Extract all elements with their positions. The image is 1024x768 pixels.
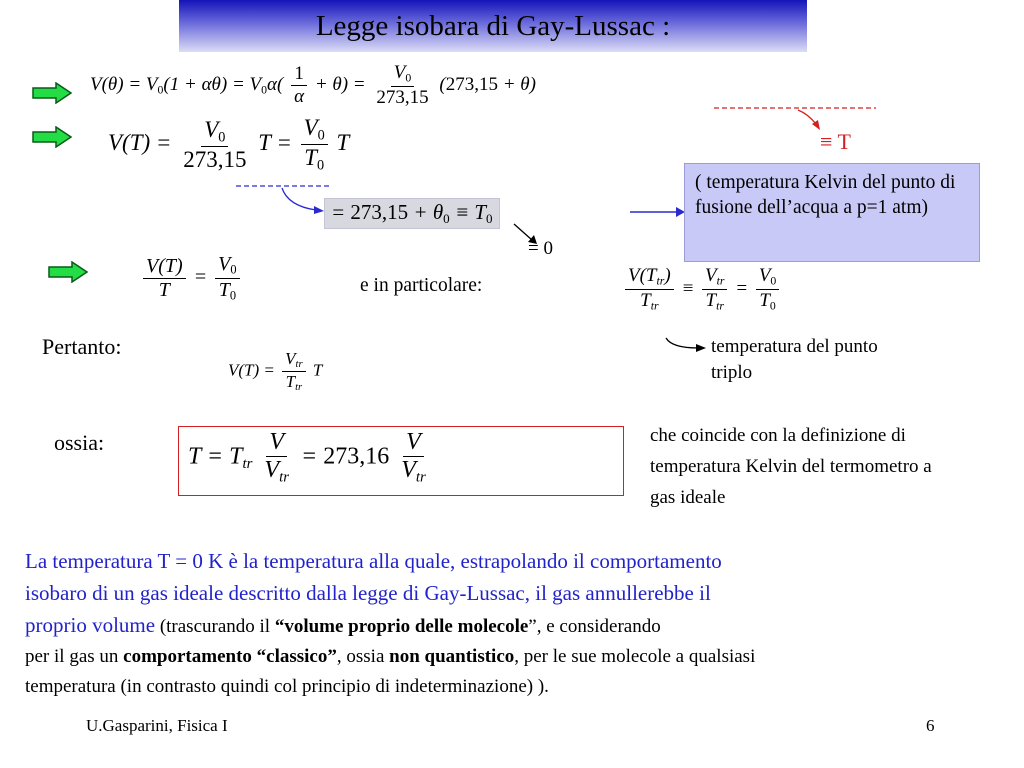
curved-arrow-icon: [708, 100, 888, 136]
paragraph-line-2: isobaro di un gas ideale descritto dalla legge di Gay-Lussac, il gas annullerebbe il: [25, 581, 711, 605]
equation-volume-triple: V(T) = $\frac{V_{tr}}{T_{tr}}$ T: [228, 349, 323, 394]
equation-volume-celsius: $V(\theta) = V_0(1 + \alpha\theta) = V_0\alpha$( $\frac{1}{\alpha}$ + θ) = $\frac{V_0}{273,15}$ (273,15 + θ): [90, 62, 536, 108]
paragraph-line-4-b: , ossia: [336, 646, 390, 667]
eq1-one: 1: [291, 64, 307, 86]
paragraph-line-4-bold1: comportamento “classico”: [123, 646, 337, 667]
kelvin-note-text: ( temperatura Kelvin del punto di fusione dell’acqua a p=1 atm): [695, 172, 956, 218]
equiv-T-label: ≡ T: [820, 129, 851, 154]
green-block-arrow-icon: [32, 126, 72, 148]
eq1-denominator: 273,15: [376, 86, 429, 108]
eq2-denominator: 273,15: [183, 146, 247, 172]
triple-point-note: temperatura del punto triplo: [711, 336, 878, 383]
t0-definition-box: = $273,15 + \theta_0 \equiv T_0$: [324, 198, 500, 229]
equation-kelvin-definition: $T = T_{tr}$ $\frac{V}{V_{tr}}$ = 273,16 $\frac{V}{V_{tr}}$: [188, 429, 426, 486]
paragraph-line-3-blue: proprio volume: [25, 613, 156, 637]
paragraph-line-3: [25, 610, 661, 641]
ossia-label: ossia:: [54, 430, 105, 455]
paragraph-line-1: La temperatura T = 0 K è la temperatura alla quale, estrapolando il comportamento: [25, 549, 722, 573]
equation-ratio: $\frac{V(T)}{T}$ = $\frac{V_0}{T_0}$: [140, 254, 243, 302]
paragraph-line-4: [25, 646, 755, 668]
coincide-note: che coincide con la definizione di temperatura Kelvin del termometro a gas ideale: [650, 425, 932, 508]
eq1-constant: 273,15: [445, 73, 498, 95]
paragraph-line-4-c: , per le sue molecole a qualsiasi: [514, 646, 756, 667]
paragraph-line-4-bold2: non quantistico: [389, 646, 515, 667]
slide-title-text: Legge isobara di Gay-Lussac :: [315, 9, 671, 42]
slide-title: [179, 0, 807, 52]
curved-arrow-icon: [664, 334, 708, 356]
green-block-arrow-icon: [32, 82, 72, 104]
green-block-arrow-icon: [48, 261, 88, 283]
equation-volume-kelvin: V(T) = $\frac{V_0}{273,15}$ T = $\frac{V_0}{T_0}$ T: [108, 115, 350, 174]
in-particolare-label: e in particolare:: [360, 275, 483, 296]
straight-arrow-icon: [628, 204, 686, 220]
equals-zero-label: = 0: [528, 238, 553, 259]
paragraph-line-3-text-b: ”, e considerando: [528, 616, 661, 637]
eq6-constant: 273,16: [323, 443, 390, 470]
page-number: 6: [926, 716, 935, 735]
paragraph-line-3-bold: “volume proprio delle molecole: [274, 616, 529, 637]
kelvin-note-box: [684, 163, 980, 262]
equation-triple-point: $\frac{V(T_{tr})}{T_{tr}}$ ≡ $\frac{V_{tr}}{T_{tr}}$ = $\frac{V_0}{T_0}$: [622, 266, 782, 313]
paragraph-line-5: temperatura (in contrasto quindi col principio di indeterminazione) ).: [25, 676, 549, 697]
pertanto-label: Pertanto:: [42, 334, 122, 359]
footer-author: U.Gasparini, Fisica I: [86, 716, 228, 735]
t0-constant: 273,15: [350, 200, 409, 224]
curved-arrow-icon: [232, 182, 332, 218]
paragraph-line-3-text-a: (trascurando il: [155, 616, 275, 637]
paragraph-line-4-a: per il gas un: [25, 646, 124, 667]
